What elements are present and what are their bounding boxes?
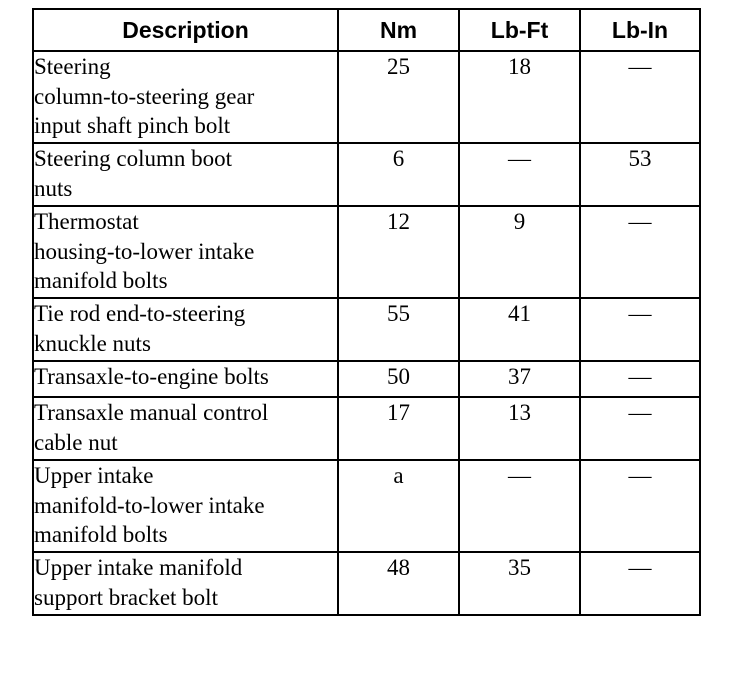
cell-nm: 6 bbox=[338, 143, 459, 206]
table-row bbox=[33, 460, 700, 552]
header-lb-in: Lb-In bbox=[580, 9, 700, 51]
table-row bbox=[33, 51, 700, 143]
table-row bbox=[33, 143, 700, 206]
table-row bbox=[33, 397, 700, 460]
cell-nm: 17 bbox=[338, 397, 459, 460]
cell-lb-ft: — bbox=[459, 143, 580, 206]
cell-lb-in: — bbox=[580, 460, 700, 552]
cell-nm: a bbox=[338, 460, 459, 552]
cell-description: Thermostat housing-to-lower intake manifold bolts bbox=[33, 206, 338, 298]
cell-nm: 12 bbox=[338, 206, 459, 298]
cell-description: Steering column boot nuts bbox=[33, 143, 338, 206]
torque-spec-table bbox=[32, 8, 701, 616]
table-row bbox=[33, 206, 700, 298]
header-nm: Nm bbox=[338, 9, 459, 51]
cell-description: Steering column-to-steering gear input shaft pinch bolt bbox=[33, 51, 338, 143]
cell-lb-ft: 13 bbox=[459, 397, 580, 460]
cell-nm: 55 bbox=[338, 298, 459, 361]
cell-description: Upper intake manifold-to-lower intake manifold bolts bbox=[33, 460, 338, 552]
cell-nm: 50 bbox=[338, 361, 459, 397]
cell-lb-in: — bbox=[580, 298, 700, 361]
cell-lb-ft: 41 bbox=[459, 298, 580, 361]
cell-lb-in: — bbox=[580, 206, 700, 298]
cell-description: Upper intake manifold support bracket bolt bbox=[33, 552, 338, 615]
table-header-row bbox=[33, 9, 700, 51]
cell-lb-in: — bbox=[580, 51, 700, 143]
cell-description: Transaxle-to-engine bolts bbox=[33, 361, 338, 397]
cell-lb-in: — bbox=[580, 552, 700, 615]
cell-lb-ft: — bbox=[459, 460, 580, 552]
cell-description: Tie rod end-to-steering knuckle nuts bbox=[33, 298, 338, 361]
cell-lb-ft: 9 bbox=[459, 206, 580, 298]
cell-lb-ft: 37 bbox=[459, 361, 580, 397]
cell-nm: 25 bbox=[338, 51, 459, 143]
table-row bbox=[33, 298, 700, 361]
cell-description: Transaxle manual control cable nut bbox=[33, 397, 338, 460]
table-row bbox=[33, 361, 700, 397]
cell-lb-in: — bbox=[580, 397, 700, 460]
cell-lb-ft: 35 bbox=[459, 552, 580, 615]
table-row bbox=[33, 552, 700, 615]
cell-lb-in: — bbox=[580, 361, 700, 397]
header-description: Description bbox=[33, 9, 338, 51]
header-lb-ft: Lb-Ft bbox=[459, 9, 580, 51]
cell-lb-ft: 18 bbox=[459, 51, 580, 143]
cell-lb-in: 53 bbox=[580, 143, 700, 206]
cell-nm: 48 bbox=[338, 552, 459, 615]
